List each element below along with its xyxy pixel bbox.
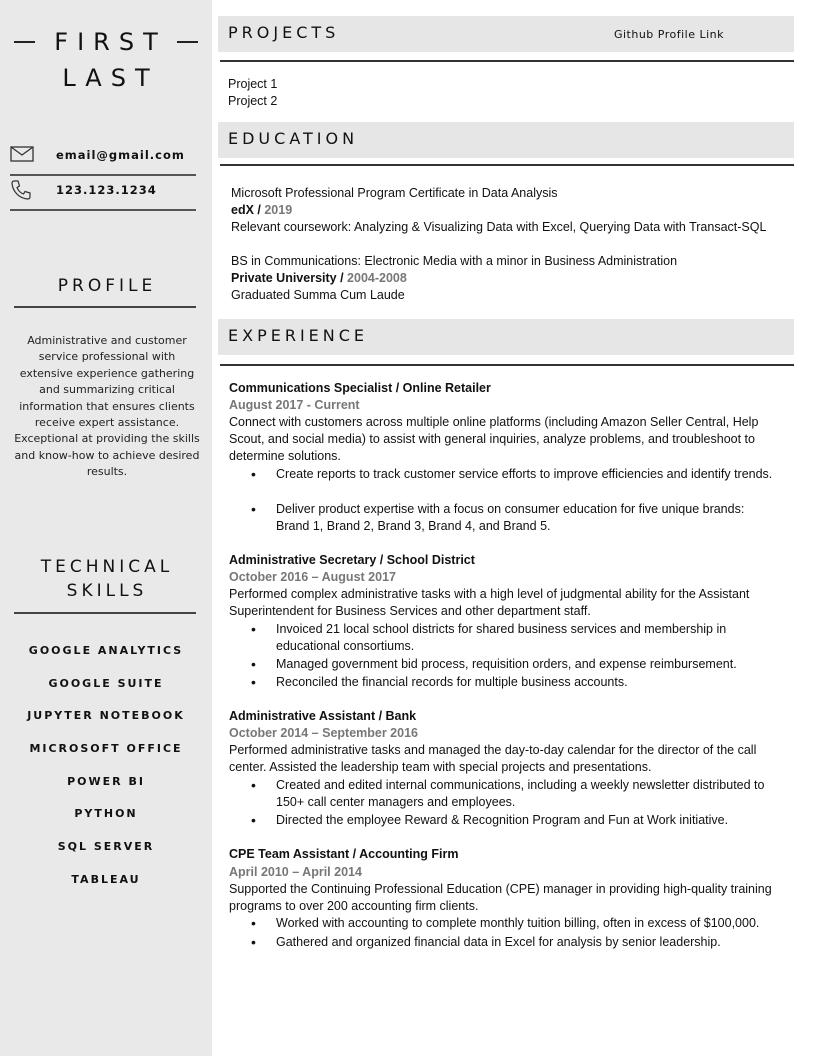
name-dash-right	[177, 41, 198, 43]
job-bullet: • Worked with accounting to complete monthly tuition billing, often in excess of $100,000.	[248, 915, 778, 932]
experience-heading: EXPERIENCE	[228, 326, 369, 345]
envelope-icon	[10, 146, 34, 162]
job-dates: October 2014 – September 2016	[229, 726, 418, 740]
skills-divider	[14, 612, 196, 614]
profile-heading: PROFILE	[57, 276, 157, 296]
education-band	[218, 122, 794, 158]
job-bullet: • Create reports to track customer service efforts to improve efficiencies and identify trends.	[248, 466, 778, 483]
skill-item: MICROSOFT OFFICE	[29, 742, 183, 756]
job-bullet: • Managed government bid process, requisition orders, and expense reimbursement.	[248, 656, 778, 673]
name-dash-left	[14, 41, 35, 43]
education-note: Graduated Summa Cum Laude	[231, 288, 405, 302]
experience-divider	[220, 364, 794, 366]
projects-heading: PROJECTS	[228, 23, 340, 42]
education-school-line	[231, 270, 407, 287]
skills-list	[0, 643, 212, 905]
skill-item: SQL SERVER	[57, 840, 155, 854]
education-school: Private University /	[231, 271, 344, 285]
job-bullet: • Created and edited internal communications, including a weekly newsletter distributed to 150+ call center managers and employees.	[248, 777, 778, 811]
email-text[interactable]: email@gmail.com	[56, 148, 185, 162]
education-school: edX /	[231, 203, 261, 217]
job-bullet: • Directed the employee Reward & Recognition Program and Fun at Work initiative.	[248, 812, 778, 829]
job-dates: October 2016 – August 2017	[229, 570, 396, 584]
last-name-row	[14, 64, 198, 92]
projects-divider	[220, 60, 794, 62]
education-years: 2019	[264, 203, 293, 217]
job-bullet: • Invoiced 21 local school districts for shared business services and membership in educational consortiums.	[248, 621, 778, 655]
project-item: Project 2	[228, 94, 278, 108]
projects-band	[218, 16, 794, 52]
education-divider	[220, 164, 794, 166]
email-row	[10, 140, 196, 176]
profile-summary: Administrative and customer service professional with extensive experience gathering and summarizing critical information that ensures clients receive expert assistance. Exceptional at providing the skills and know-how to achieve desired results.	[14, 334, 200, 479]
phone-icon	[10, 179, 32, 201]
phone-row	[10, 175, 196, 211]
skill-item: JUPYTER NOTEBOOK	[27, 709, 185, 723]
job-dates: August 2017 - Current	[229, 398, 360, 412]
github-profile-link[interactable]: Github Profile Link	[613, 28, 724, 41]
skill-item: TABLEAU	[71, 872, 141, 886]
job-title: Administrative Secretary / School District	[229, 553, 475, 567]
skill-item: PYTHON	[74, 807, 138, 821]
skill-item: POWER BI	[67, 774, 145, 788]
job-bullet: • Gathered and organized financial data in Excel for analysis by senior leadership.	[248, 934, 778, 951]
first-name-row	[14, 28, 198, 56]
job-bullet: • Reconciled the financial records for multiple business accounts.	[248, 674, 778, 691]
education-program: BS in Communications: Electronic Media with a minor in Business Administration	[231, 254, 678, 268]
job-title: Communications Specialist / Online Retailer	[229, 381, 491, 395]
last-name: LAST	[62, 64, 159, 92]
phone-text: 123.123.1234	[56, 183, 157, 197]
profile-divider	[14, 306, 196, 308]
education-heading: EDUCATION	[228, 129, 359, 148]
skill-item: GOOGLE ANALYTICS	[28, 644, 184, 657]
job-description: Supported the Continuing Professional Education (CPE) manager in providing high-quality training programs to over 200 accounting firm clients.	[229, 882, 772, 913]
education-school-line	[231, 202, 292, 219]
skills-heading-line-1: TECHNICAL	[40, 557, 174, 577]
job-dates: April 2010 – April 2014	[229, 865, 362, 879]
project-item: Project 1	[228, 77, 278, 91]
job-description: Performed administrative tasks and managed the day-to-day calendar for the director of the call center. Assisted the leadership team with special projects and presentations.	[229, 743, 757, 774]
education-program: Microsoft Professional Program Certificate in Data Analysis	[231, 186, 558, 200]
job-bullet: • Deliver product expertise with a focus on consumer education for five unique brands: Brand 1, Brand 2, Brand 3, Brand 4, and Brand 5.	[248, 501, 778, 535]
education-years: 2004-2008	[347, 271, 407, 285]
job-title: Administrative Assistant / Bank	[229, 709, 417, 723]
education-note: Relevant coursework: Analyzing & Visualizing Data with Excel, Querying Data with Transact-SQL	[231, 220, 767, 234]
experience-band	[218, 319, 794, 355]
job-title: CPE Team Assistant / Accounting Firm	[229, 847, 459, 861]
sidebar	[0, 0, 212, 1056]
first-name: FIRST	[54, 28, 167, 56]
skill-item: GOOGLE SUITE	[48, 676, 164, 690]
skills-heading-line-2: SKILLS	[66, 581, 148, 601]
job-description: Performed complex administrative tasks with a high level of judgmental ability for the Assistant Superintendent for Business Services and other department staff.	[229, 587, 750, 618]
job-description: Connect with customers across multiple online platforms (including Amazon Seller Central, Help Scout, and social media) to assist with general inquiries, analyze problems, and troubleshoot to determine solutions.	[229, 415, 759, 463]
